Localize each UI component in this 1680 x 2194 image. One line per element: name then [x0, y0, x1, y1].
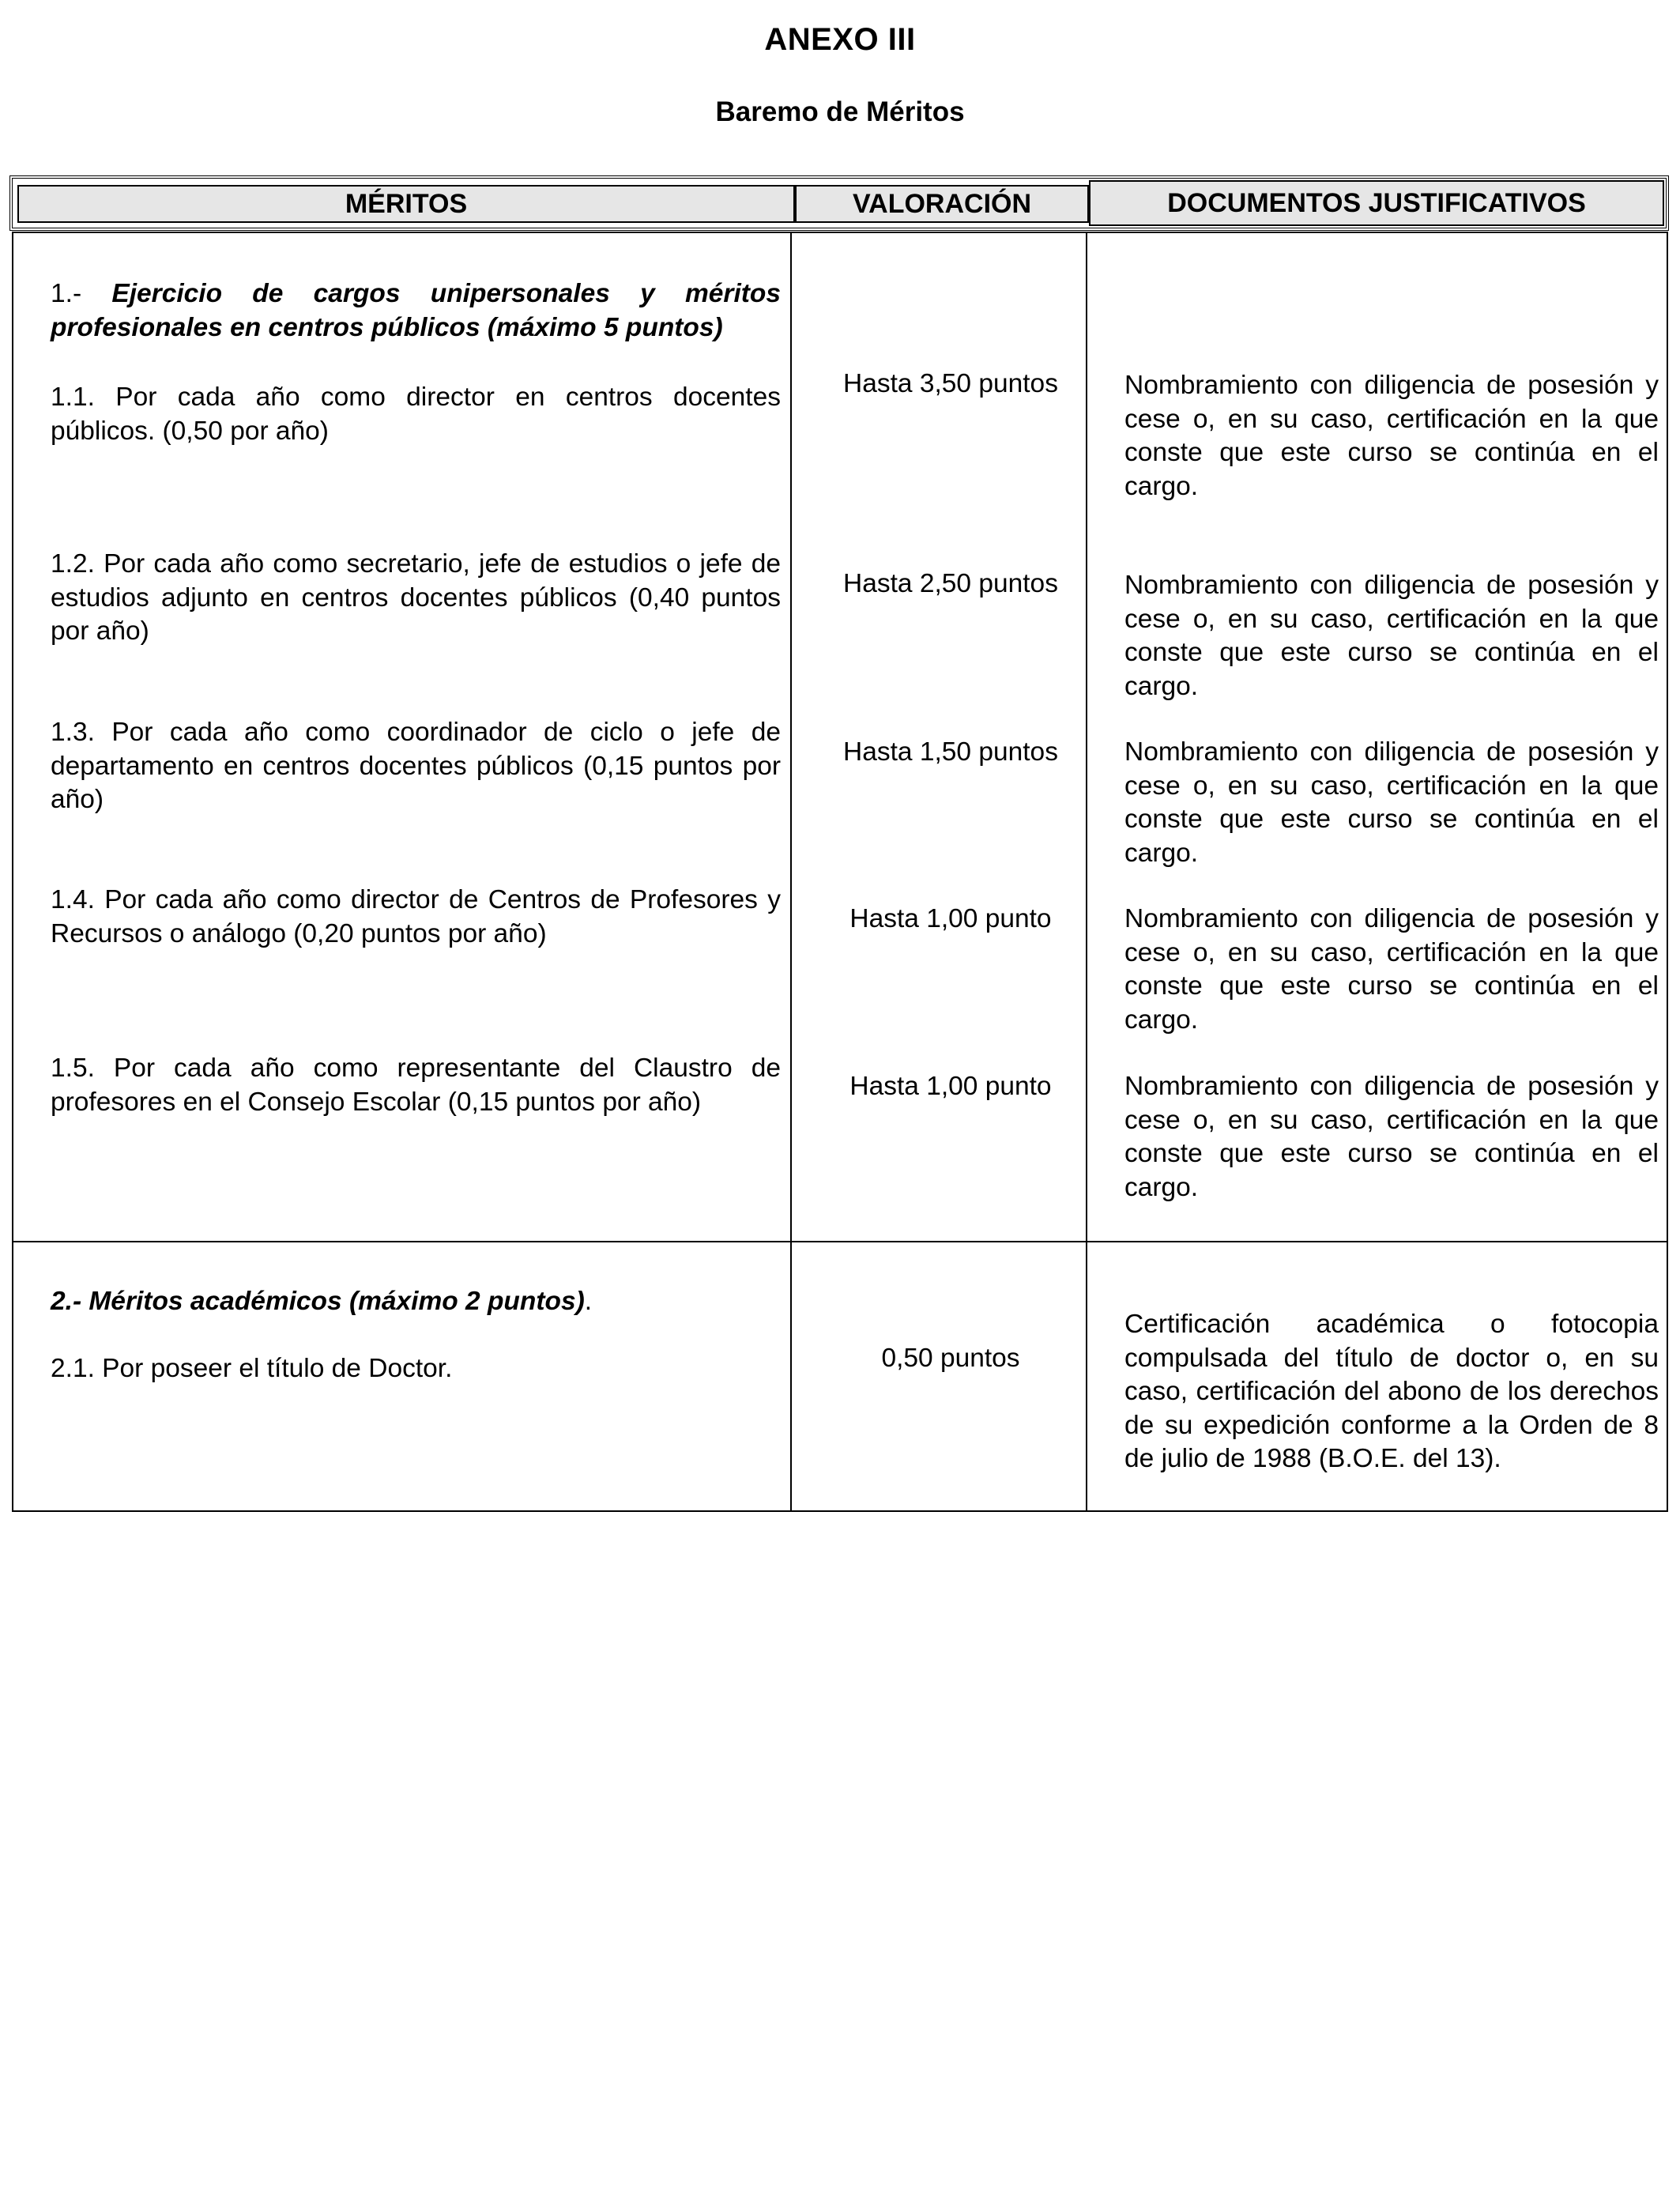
header-valuation: VALORACIÓN: [795, 185, 1089, 223]
merit-item-1-1: 1.1. Por cada año como director en centros docentes públicos. (0,50 por año): [51, 383, 781, 446]
annex-subtitle: Baremo de Méritos: [715, 96, 965, 127]
column-divider: [790, 233, 792, 1510]
valuation-item-1-4: Hasta 1,00 punto: [849, 904, 1052, 933]
valuation-item-1-3: Hasta 1,50 puntos: [843, 737, 1058, 767]
merit-item-1-3: 1.3. Por cada año como coordinador de ciclo o jefe de departamento en centros docentes públicos (0,15 puntos por año): [51, 718, 781, 814]
documents-item-1-4: Nombramiento con diligencia de posesión y cese o, en su caso, certificación en la que conste que este curso se continúa en el cargo.: [1124, 904, 1659, 1035]
section-1-number: 1.-: [51, 279, 82, 308]
column-divider: [1086, 233, 1087, 1510]
header-merits: MÉRITOS: [17, 185, 795, 223]
merit-item-1-2: 1.2. Por cada año como secretario, jefe de estudios o jefe de estudios adjunto en centros docentes públicos (0,40 puntos por año): [51, 549, 781, 646]
merit-item-2-1: 2.1. Por poseer el título de Doctor.: [51, 1354, 453, 1383]
valuation-item-1-5: Hasta 1,00 punto: [849, 1072, 1052, 1101]
section-divider: [13, 1241, 1667, 1242]
section-1-heading-text: Ejercicio de cargos unipersonales y méritos profesionales en centros públicos (máximo 5 puntos): [51, 279, 782, 342]
section-2-heading-text: 2.- Méritos académicos (máximo 2 puntos): [51, 1287, 585, 1316]
documents-item-2-1: Certificación académica o fotocopia compulsada del título de doctor o, en su caso, certificación del abono de los derechos de su expedición conforme a la Orden de 8 de julio de 1988 (B.O.E. del 13).: [1124, 1310, 1659, 1473]
merit-item-1-4: 1.4. Por cada año como director de Centros de Profesores y Recursos o análogo (0,20 puntos por año): [51, 885, 781, 948]
documents-item-1-2: Nombramiento con diligencia de posesión y cese o, en su caso, certificación en la que conste que este curso se continúa en el cargo.: [1124, 571, 1659, 701]
merits-table-body: [12, 232, 1668, 1512]
annex-title: ANEXO III: [764, 22, 916, 57]
section-1-heading: [51, 277, 781, 345]
table-header-row: [9, 175, 1669, 231]
documents-item-1-3: Nombramiento con diligencia de posesión y cese o, en su caso, certificación en la que conste que este curso se continúa en el cargo.: [1124, 737, 1659, 868]
section-2-heading-suffix: .: [584, 1287, 593, 1316]
header-documents: DOCUMENTOS JUSTIFICATIVOS: [1089, 180, 1664, 226]
section-2-heading: [51, 1285, 781, 1319]
valuation-item-1-2: Hasta 2,50 puntos: [843, 569, 1058, 598]
documents-item-1-1: Nombramiento con diligencia de posesión y cese o, en su caso, certificación en la que conste que este curso se continúa en el cargo.: [1124, 371, 1659, 501]
valuation-item-1-1: Hasta 3,50 puntos: [843, 369, 1058, 398]
merit-item-1-5: 1.5. Por cada año como representante del Claustro de profesores en el Consejo Escolar (0,15 puntos por año): [51, 1054, 781, 1117]
valuation-item-2-1: 0,50 puntos: [881, 1344, 1020, 1373]
documents-item-1-5: Nombramiento con diligencia de posesión y cese o, en su caso, certificación en la que conste que este curso se continúa en el cargo.: [1124, 1072, 1659, 1202]
